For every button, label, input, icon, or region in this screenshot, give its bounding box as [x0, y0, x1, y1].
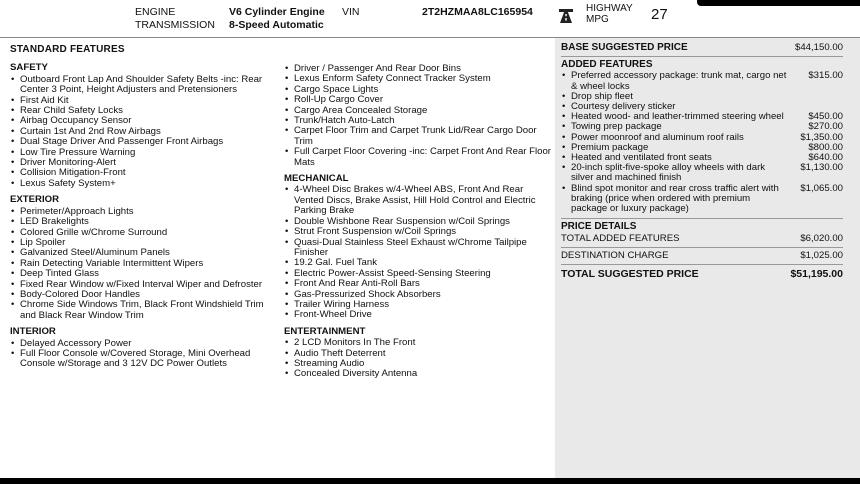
divider: [561, 218, 843, 219]
list-item: • Double Wishbone Rear Suspension w/Coil Springs: [284, 217, 554, 227]
added-feature-item: • Drop ship fleet: [561, 92, 843, 102]
total-price-value: $51,195.00: [790, 267, 843, 280]
bottom-bar: [0, 478, 860, 484]
list-item: • First Aid Kit: [10, 96, 280, 106]
list-item: • Outboard Front Lap And Shoulder Safety Belts -inc: Rear Center 3 Point, Height Adjusters and Pretensioners: [10, 75, 280, 96]
added-feature-item: • Blind spot monitor and rear cross traffic alert with braking (price when ordered with premium package or luxury package) $1,065.00: [561, 184, 843, 215]
total-added-label: TOTAL ADDED FEATURES: [561, 233, 680, 245]
list-item: • Gas-Pressurized Shock Absorbers: [284, 290, 554, 300]
added-feature-item: • Preferred accessory package: trunk mat, cargo net & wheel locks $315.00: [561, 71, 843, 91]
divider: [561, 247, 843, 248]
vehicle-spec-header: [0, 0, 860, 38]
list-item: • Cargo Area Concealed Storage: [284, 106, 554, 116]
list-item: • Lexus Enform Safety Connect Tracker System: [284, 74, 554, 84]
added-feature-item: • Heated wood- and leather-trimmed steering wheel $450.00: [561, 112, 843, 122]
pricing-panel: [555, 38, 860, 478]
list-item: • 4-Wheel Disc Brakes w/4-Wheel ABS, Front And Rear Vented Discs, Brake Assist, Hill Hold Control and Electric Parking Brake: [284, 185, 554, 216]
list-item: • Deep Tinted Glass: [10, 269, 280, 279]
destination-value: $1,025.00: [800, 249, 843, 261]
exterior-list: [10, 207, 280, 321]
vin-value: 2T2HZMAA8LC165954: [422, 6, 533, 18]
interior-title: INTERIOR: [10, 326, 56, 338]
list-item: • Low Tire Pressure Warning: [10, 148, 280, 158]
header-black-panel: [697, 0, 860, 6]
list-item: • Cargo Space Lights: [284, 85, 554, 95]
list-item: • Full Carpet Floor Covering -inc: Carpet Front And Rear Floor Mats: [284, 147, 554, 168]
interior-continued-list: [284, 64, 554, 168]
mechanical-title: MECHANICAL: [284, 173, 349, 185]
list-item: • Airbag Occupancy Sensor: [10, 116, 280, 126]
interior-list: [10, 339, 280, 370]
base-price-row: [561, 43, 843, 53]
standard-features-column-2: [284, 64, 554, 380]
safety-list: [10, 75, 280, 189]
list-item: • Carpet Floor Trim and Carpet Trunk Lid/Rear Cargo Door Trim: [284, 126, 554, 147]
destination-label: DESTINATION CHARGE: [561, 249, 669, 261]
destination-row: [561, 251, 843, 261]
mechanical-list: [284, 185, 554, 320]
added-feature-item: • Towing prep package $270.00: [561, 122, 843, 132]
vin-label: VIN: [342, 6, 360, 18]
mpg-label-highway: HIGHWAY: [586, 3, 633, 14]
total-added-row: [561, 234, 843, 244]
list-item: • Dual Stage Driver And Passenger Front Airbags: [10, 137, 280, 147]
list-item: • Fixed Rear Window w/Fixed Interval Wiper and Defroster: [10, 280, 280, 290]
list-item: • Trailer Wiring Harness: [284, 300, 554, 310]
entertainment-list: [284, 338, 554, 380]
list-item: • LED Brakelights: [10, 217, 280, 227]
added-features-title: ADDED FEATURES: [561, 59, 653, 71]
list-item: • Curtain 1st And 2nd Row Airbags: [10, 127, 280, 137]
list-item: • Chrome Side Windows Trim, Black Front Windshield Trim and Black Rear Window Trim: [10, 300, 280, 321]
list-item: • Concealed Diversity Antenna: [284, 369, 554, 379]
list-item: • Strut Front Suspension w/Coil Springs: [284, 227, 554, 237]
list-item: • Rear Child Safety Locks: [10, 106, 280, 116]
mpg-value: 27: [651, 6, 668, 23]
added-feature-item: • Power moonroof and aluminum roof rails $1,350.00: [561, 133, 843, 143]
list-item: • 19.2 Gal. Fuel Tank: [284, 258, 554, 268]
list-item: • Perimeter/Approach Lights: [10, 207, 280, 217]
list-item: • Trunk/Hatch Auto-Latch: [284, 116, 554, 126]
transmission-label: TRANSMISSION: [135, 19, 215, 31]
list-item: • Lip Spoiler: [10, 238, 280, 248]
standard-features-title: STANDARD FEATURES: [10, 44, 125, 55]
list-item: • Audio Theft Deterrent: [284, 349, 554, 359]
list-item: • Front And Rear Anti-Roll Bars: [284, 279, 554, 289]
list-item: • Quasi-Dual Stainless Steel Exhaust w/Chrome Tailpipe Finisher: [284, 238, 554, 259]
transmission-value: 8-Speed Automatic: [229, 19, 324, 31]
highway-icon: [558, 8, 574, 24]
list-item: • Delayed Accessory Power: [10, 339, 280, 349]
exterior-title: EXTERIOR: [10, 194, 60, 206]
list-item: • Front-Wheel Drive: [284, 310, 554, 320]
list-item: • Lexus Safety System+: [10, 179, 280, 189]
safety-title: SAFETY: [10, 62, 48, 74]
entertainment-title: ENTERTAINMENT: [284, 325, 366, 337]
added-features-list: [561, 71, 843, 214]
added-feature-item: • Premium package $800.00: [561, 143, 843, 153]
list-item: • Roll-Up Cargo Cover: [284, 95, 554, 105]
total-added-value: $6,020.00: [800, 233, 843, 245]
added-feature-item: • 20-inch split-five-spoke alloy wheels with dark silver and machined finish $1,130.00: [561, 163, 843, 183]
added-feature-item: • Heated and ventilated front seats $640.00: [561, 153, 843, 163]
list-item: • Rain Detecting Variable Intermittent Wipers: [10, 259, 280, 269]
base-price-value: $44,150.00: [794, 42, 843, 53]
base-price-label: BASE SUGGESTED PRICE: [561, 42, 688, 53]
list-item: • Collision Mitigation-Front: [10, 168, 280, 178]
standard-features-column-1: [10, 45, 280, 370]
engine-label: ENGINE: [135, 6, 176, 18]
divider: [561, 56, 843, 57]
list-item: • Driver / Passenger And Rear Door Bins: [284, 64, 554, 74]
list-item: • Galvanized Steel/Aluminum Panels: [10, 248, 280, 258]
list-item: • Electric Power-Assist Speed-Sensing Steering: [284, 269, 554, 279]
mpg-label-mpg: MPG: [586, 14, 609, 25]
list-item: • Streaming Audio: [284, 359, 554, 369]
divider: [561, 264, 843, 265]
price-details-title: PRICE DETAILS: [561, 221, 637, 233]
list-item: • Full Floor Console w/Covered Storage, Mini Overhead Console w/Storage and 3 12V DC Power Outlets: [10, 349, 280, 370]
list-item: • 2 LCD Monitors In The Front: [284, 338, 554, 348]
added-feature-item: • Courtesy delivery sticker: [561, 102, 843, 112]
total-price-row: [561, 269, 843, 279]
total-price-label: TOTAL SUGGESTED PRICE: [561, 267, 699, 280]
engine-value: V6 Cylinder Engine: [229, 6, 325, 18]
list-item: • Body-Colored Door Handles: [10, 290, 280, 300]
list-item: • Colored Grille w/Chrome Surround: [10, 228, 280, 238]
list-item: • Driver Monitoring-Alert: [10, 158, 280, 168]
